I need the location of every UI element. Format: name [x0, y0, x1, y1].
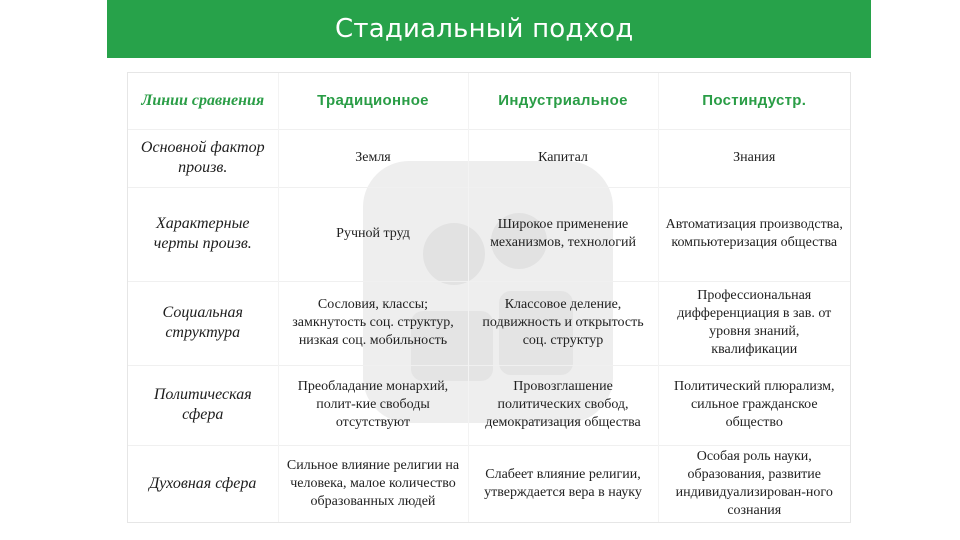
- table-cell: Ручной труд: [278, 187, 468, 281]
- header-postindustrial: Постиндустр.: [658, 73, 850, 129]
- header-comparison-lines: Линии сравнения: [141, 92, 265, 110]
- table-cell: Провозглашение политических свобод, демократизация общества: [468, 365, 658, 445]
- row-label: Характерные черты произв.: [128, 187, 278, 281]
- table-cell: Капитал: [468, 129, 658, 187]
- table-row: [128, 281, 850, 365]
- row-label: Духовная сфера: [128, 445, 278, 522]
- table-cell: Слабеет влияние религии, утверждается вера в науку: [468, 445, 658, 522]
- table-row: [128, 445, 850, 522]
- slide-title: Стадиальный подход: [335, 14, 634, 44]
- table-cell: Профессиональная дифференциация в зав. от уровня знаний, квалификации: [658, 281, 850, 365]
- row-label: Политическая сфера: [128, 365, 278, 445]
- header-industrial: Индустриальное: [468, 73, 658, 129]
- comparison-table-container: [127, 72, 851, 523]
- table-row: [128, 129, 850, 187]
- table-cell: Классовое деление, подвижность и открытость соц. структур: [468, 281, 658, 365]
- table-cell: Знания: [658, 129, 850, 187]
- table-row: [128, 365, 850, 445]
- table-cell: Особая роль науки, образования, развитие индивидуализирован-ного сознания: [658, 445, 850, 522]
- table-cell: Широкое применение механизмов, технологий: [468, 187, 658, 281]
- header-traditional: Традиционное: [278, 73, 468, 129]
- table-row: [128, 187, 850, 281]
- table-cell: Сильное влияние религии на человека, малое количество образованных людей: [278, 445, 468, 522]
- table-cell: Преобладание монархий, полит-кие свободы отсутствуют: [278, 365, 468, 445]
- row-label: Социальная структура: [128, 281, 278, 365]
- table-cell: Сословия, классы; замкнутость соц. структур, низкая соц. мобильность: [278, 281, 468, 365]
- title-bar: [107, 0, 871, 58]
- row-label: Основной фактор произв.: [128, 129, 278, 187]
- table-cell: Земля: [278, 129, 468, 187]
- table-cell: Политический плюрализм, сильное гражданское общество: [658, 365, 850, 445]
- table-cell: Автоматизация производства, компьютеризация общества: [658, 187, 850, 281]
- comparison-table: [128, 73, 850, 522]
- table-header-row: [128, 73, 850, 129]
